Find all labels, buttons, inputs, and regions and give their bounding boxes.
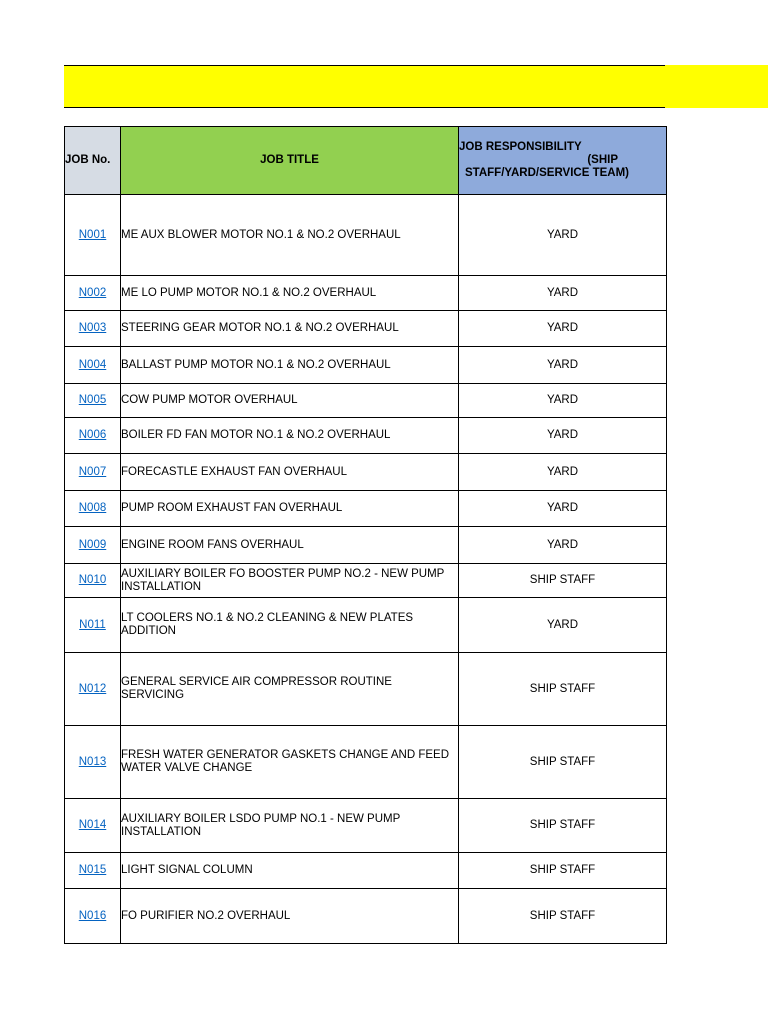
job-responsibility-cell: YARD (459, 491, 667, 527)
header-responsibility-line3: STAFF/YARD/SERVICE TEAM) (465, 167, 629, 179)
table-row (65, 564, 667, 598)
job-no-link[interactable]: N015 (78, 864, 107, 876)
table-row (65, 347, 667, 384)
table-row (65, 598, 667, 653)
job-no-cell (65, 564, 121, 598)
job-no-link[interactable]: N004 (78, 358, 107, 371)
job-no-link[interactable]: N002 (78, 286, 107, 299)
table-row (65, 276, 667, 311)
job-responsibility-cell: YARD (459, 384, 667, 418)
job-list-table (64, 126, 667, 944)
job-responsibility-cell: SHIP STAFF (459, 799, 667, 853)
job-responsibility-cell: SHIP STAFF (459, 726, 667, 799)
header-job-responsibility (459, 127, 667, 195)
table-row (65, 418, 667, 454)
job-no-cell (65, 527, 121, 564)
job-title-cell: COW PUMP MOTOR OVERHAUL (121, 384, 459, 418)
job-no-cell (65, 454, 121, 491)
header-responsibility-line1: JOB RESPONSIBILITY (459, 141, 582, 153)
job-responsibility-cell: YARD (459, 195, 667, 276)
header-job-no: JOB No. (65, 127, 121, 195)
job-responsibility-cell: SHIP STAFF (459, 653, 667, 726)
job-title-cell: ENGINE ROOM FANS OVERHAUL (121, 527, 459, 564)
title-banner (64, 65, 768, 108)
title-banner-extension (665, 65, 768, 108)
job-title-cell: LT COOLERS NO.1 & NO.2 CLEANING & NEW PLATES ADDITION (121, 598, 459, 653)
job-responsibility-cell: SHIP STAFF (459, 889, 667, 944)
table-row (65, 527, 667, 564)
job-title-cell: BOILER FD FAN MOTOR NO.1 & NO.2 OVERHAUL (121, 418, 459, 454)
job-no-link[interactable]: N003 (78, 322, 107, 334)
job-no-link[interactable]: N008 (78, 502, 107, 514)
job-title-cell: STEERING GEAR MOTOR NO.1 & NO.2 OVERHAUL (121, 311, 459, 347)
job-no-cell (65, 384, 121, 418)
job-no-cell (65, 195, 121, 276)
job-responsibility-cell: YARD (459, 347, 667, 384)
job-responsibility-cell: YARD (459, 598, 667, 653)
job-title-cell: LIGHT SIGNAL COLUMN (121, 853, 459, 889)
header-job-title: JOB TITLE (121, 127, 459, 195)
table-row (65, 454, 667, 491)
job-responsibility-cell: YARD (459, 454, 667, 491)
job-no-cell (65, 889, 121, 944)
job-no-cell (65, 799, 121, 853)
job-title-cell: FORECASTLE EXHAUST FAN OVERHAUL (121, 454, 459, 491)
job-no-link[interactable]: N007 (78, 465, 107, 478)
job-no-cell (65, 276, 121, 311)
job-title-cell: GENERAL SERVICE AIR COMPRESSOR ROUTINE SERVICING (121, 653, 459, 726)
job-no-link[interactable]: N011 (79, 618, 106, 631)
header-responsibility-line2: (SHIP (587, 154, 618, 166)
job-no-link[interactable]: N005 (78, 394, 107, 406)
table-header-row (65, 127, 667, 195)
table-row (65, 889, 667, 944)
job-responsibility-cell: SHIP STAFF (459, 564, 667, 598)
job-no-cell (65, 418, 121, 454)
job-no-link[interactable]: N016 (78, 909, 107, 922)
table-row (65, 384, 667, 418)
job-no-cell (65, 491, 121, 527)
job-responsibility-cell: SHIP STAFF (459, 853, 667, 889)
job-title-cell: ME AUX BLOWER MOTOR NO.1 & NO.2 OVERHAUL (121, 195, 459, 276)
table-row (65, 726, 667, 799)
job-no-link[interactable]: N013 (78, 755, 107, 768)
job-no-link[interactable]: N010 (78, 574, 107, 586)
job-title-cell: AUXILIARY BOILER FO BOOSTER PUMP NO.2 - NEW PUMP INSTALLATION (121, 564, 459, 598)
job-no-cell (65, 726, 121, 799)
table-row (65, 491, 667, 527)
job-no-cell (65, 598, 121, 653)
job-no-cell (65, 347, 121, 384)
table-row (65, 195, 667, 276)
job-no-link[interactable]: N001 (78, 228, 107, 241)
job-title-cell: FRESH WATER GENERATOR GASKETS CHANGE AND FEED WATER VALVE CHANGE (121, 726, 459, 799)
job-no-cell (65, 311, 121, 347)
job-no-cell (65, 653, 121, 726)
job-responsibility-cell: YARD (459, 311, 667, 347)
job-no-link[interactable]: N012 (78, 682, 107, 695)
job-title-cell: FO PURIFIER NO.2 OVERHAUL (121, 889, 459, 944)
job-title-cell: PUMP ROOM EXHAUST FAN OVERHAUL (121, 491, 459, 527)
job-responsibility-cell: YARD (459, 527, 667, 564)
job-title-cell: BALLAST PUMP MOTOR NO.1 & NO.2 OVERHAUL (121, 347, 459, 384)
job-title-cell: ME LO PUMP MOTOR NO.1 & NO.2 OVERHAUL (121, 276, 459, 311)
job-responsibility-cell: YARD (459, 276, 667, 311)
table-row (65, 311, 667, 347)
table-row (65, 653, 667, 726)
job-title-cell: AUXILIARY BOILER LSDO PUMP NO.1 - NEW PUMP INSTALLATION (121, 799, 459, 853)
table-row (65, 799, 667, 853)
job-no-link[interactable]: N009 (78, 538, 107, 551)
table-row (65, 853, 667, 889)
job-no-link[interactable]: N014 (78, 819, 107, 831)
job-no-link[interactable]: N006 (78, 429, 107, 441)
job-responsibility-cell: YARD (459, 418, 667, 454)
job-no-cell (65, 853, 121, 889)
